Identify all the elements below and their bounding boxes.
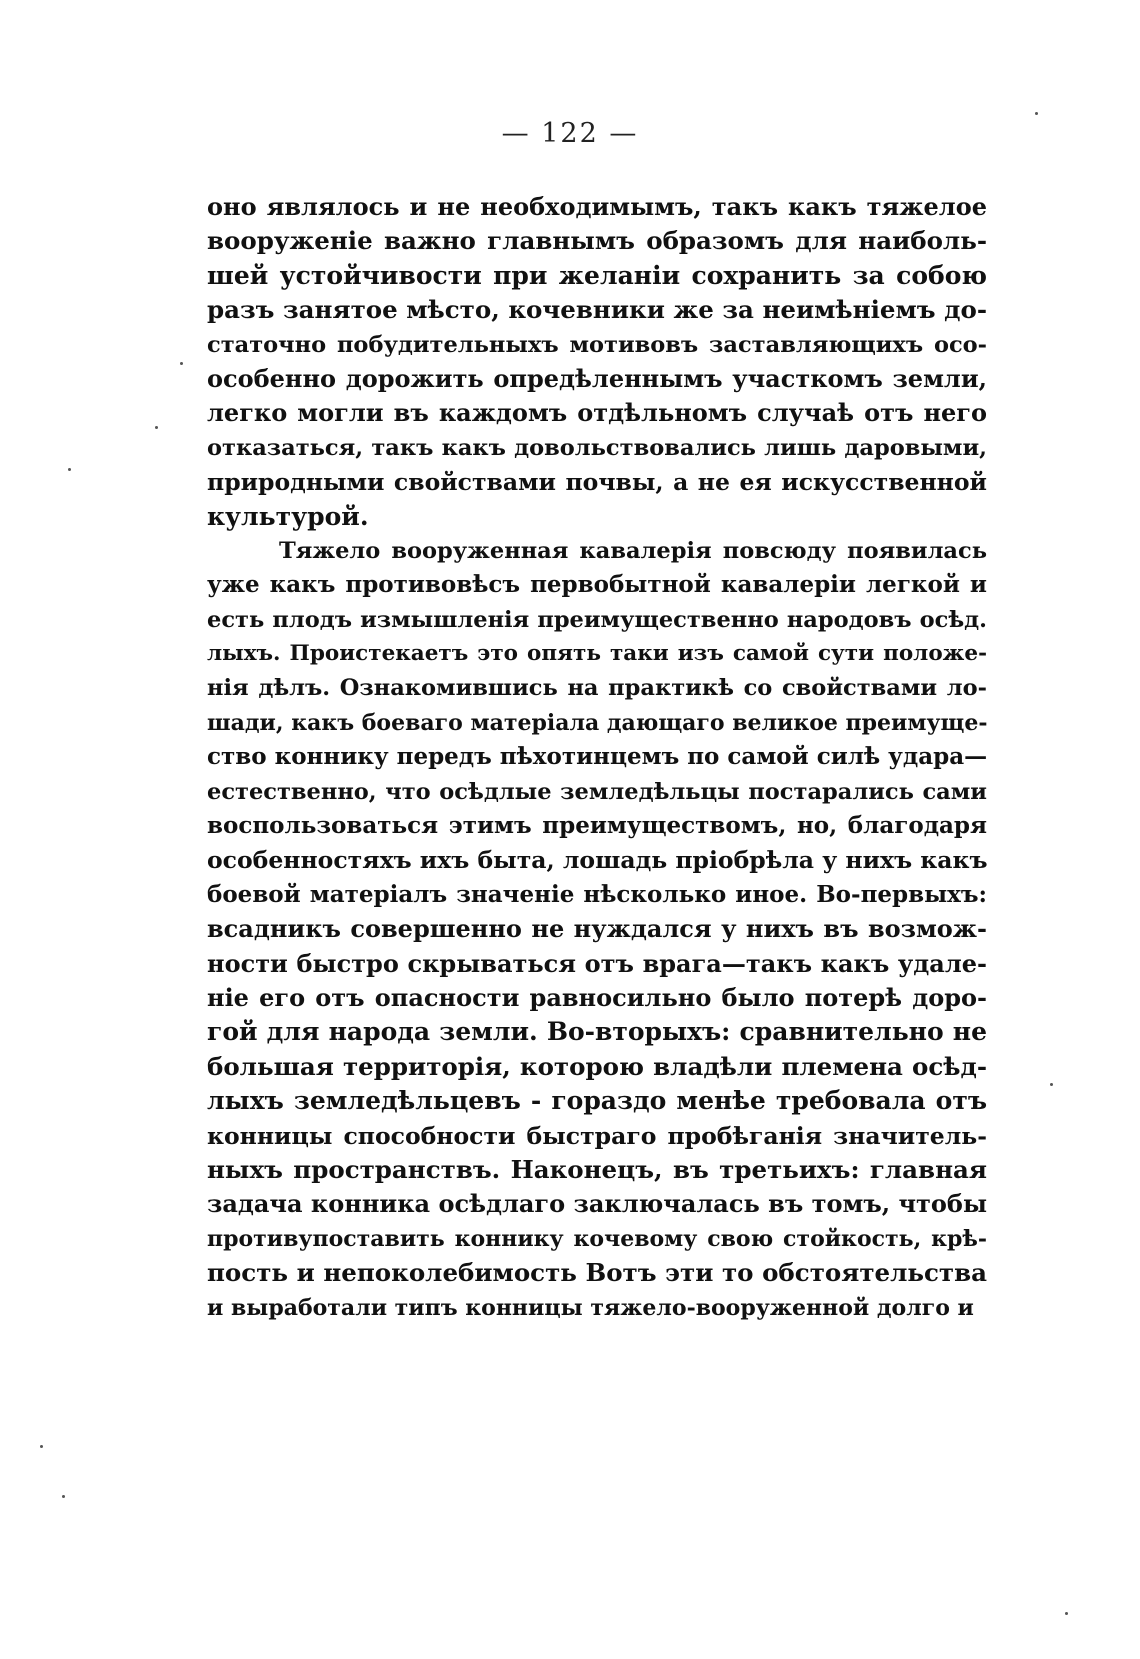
body-text bbox=[207, 190, 987, 1325]
scan-speck bbox=[62, 1495, 65, 1498]
text-line: Тяжело вооруженная кавалерія повсюду появилась bbox=[279, 537, 987, 564]
text-line: культурой. bbox=[207, 501, 369, 531]
text-line: конницы способности быстраго пробѣганія значитель- bbox=[207, 1121, 987, 1150]
text-line: ніе его отъ опасности равносильно было потерѣ доро- bbox=[207, 982, 987, 1012]
text-line: большая территорія, которою владѣли племена осѣд- bbox=[207, 1051, 987, 1081]
text-line: особенно дорожить опредѣленнымъ участкомъ земли, bbox=[207, 363, 987, 393]
text-line: пость и непоколебимость Вотъ эти то обстоятельства bbox=[207, 1258, 987, 1288]
text-line: уже какъ противовѣсъ первобытной кавалеріи легкой и bbox=[207, 571, 987, 599]
text-line: статочно побудительныхъ мотивовъ заставляющихъ осо- bbox=[207, 331, 987, 358]
text-line: шади, какъ боеваго матеріала дающаго великое преимуще- bbox=[207, 709, 987, 736]
scan-speck bbox=[180, 362, 183, 365]
paragraph-2 bbox=[207, 534, 987, 1325]
text-line: естественно, что осѣдлые земледѣльцы постарались сами bbox=[207, 778, 987, 805]
text-line: шей устойчивости при желаніи сохранить за собою bbox=[207, 260, 987, 290]
text-line: оно являлось и не необходимымъ, такъ какъ тяжелое bbox=[207, 192, 987, 221]
text-line: и выработали типъ конницы тяжело-вооруженной долго и bbox=[207, 1294, 974, 1321]
text-line: всадникъ совершенно не нуждался у нихъ въ возмож- bbox=[207, 914, 987, 944]
text-line: легко могли въ каждомъ отдѣльномъ случаѣ отъ него bbox=[207, 398, 987, 428]
paragraph-1 bbox=[207, 190, 987, 534]
scan-speck bbox=[1050, 1083, 1053, 1086]
text-line: ныхъ пространствъ. Наконецъ, въ третьихъ: главная bbox=[207, 1154, 987, 1184]
scan-speck bbox=[40, 1445, 43, 1448]
scan-speck bbox=[155, 426, 158, 429]
text-line: задача конника осѣдлаго заключалась въ томъ, чтобы bbox=[207, 1189, 987, 1219]
text-line: особенностяхъ ихъ быта, лошадь пріобрѣла у нихъ какъ bbox=[207, 846, 987, 875]
text-line: ство коннику передъ пѣхотинцемъ по самой силѣ удара— bbox=[207, 743, 987, 771]
text-line: лыхъ. Проистекаетъ это опять таки изъ самой сути положе- bbox=[207, 641, 987, 667]
scan-speck bbox=[68, 468, 71, 471]
page-number: — 122 — bbox=[501, 118, 639, 149]
text-line: боевой матеріалъ значеніе нѣсколько иное. Во-первыхъ: bbox=[207, 880, 987, 908]
text-line: ности быстро скрываться отъ врага—такъ какъ удале- bbox=[207, 948, 987, 978]
text-line: есть плодъ измышленія преимущественно народовъ осѣд. bbox=[207, 606, 987, 633]
text-line: гой для народа земли. Во-вторыхъ: сравнительно не bbox=[207, 1017, 987, 1047]
text-line: отказаться, такъ какъ довольствовались лишь даровыми, bbox=[207, 434, 987, 461]
text-line: вооруженіе важно главнымъ образомъ для наиболь- bbox=[207, 226, 987, 256]
text-line: разъ занятое мѣсто, кочевники же за неимѣніемъ до- bbox=[207, 295, 987, 325]
text-line: противупоставить коннику кочевому свою стойкость, крѣ- bbox=[207, 1225, 987, 1252]
text-line: воспользоваться этимъ преимуществомъ, но, благодаря bbox=[207, 812, 987, 840]
text-line: природными свойствами почвы, а не ея искусственной bbox=[207, 468, 987, 497]
scan-speck bbox=[1035, 112, 1038, 115]
text-line: лыхъ земледѣльцевъ - гораздо менѣе требовала отъ bbox=[207, 1086, 987, 1116]
text-line: нія дѣлъ. Ознакомившись на практикѣ со свойствами ло- bbox=[207, 675, 987, 702]
scan-speck bbox=[1065, 1612, 1068, 1615]
